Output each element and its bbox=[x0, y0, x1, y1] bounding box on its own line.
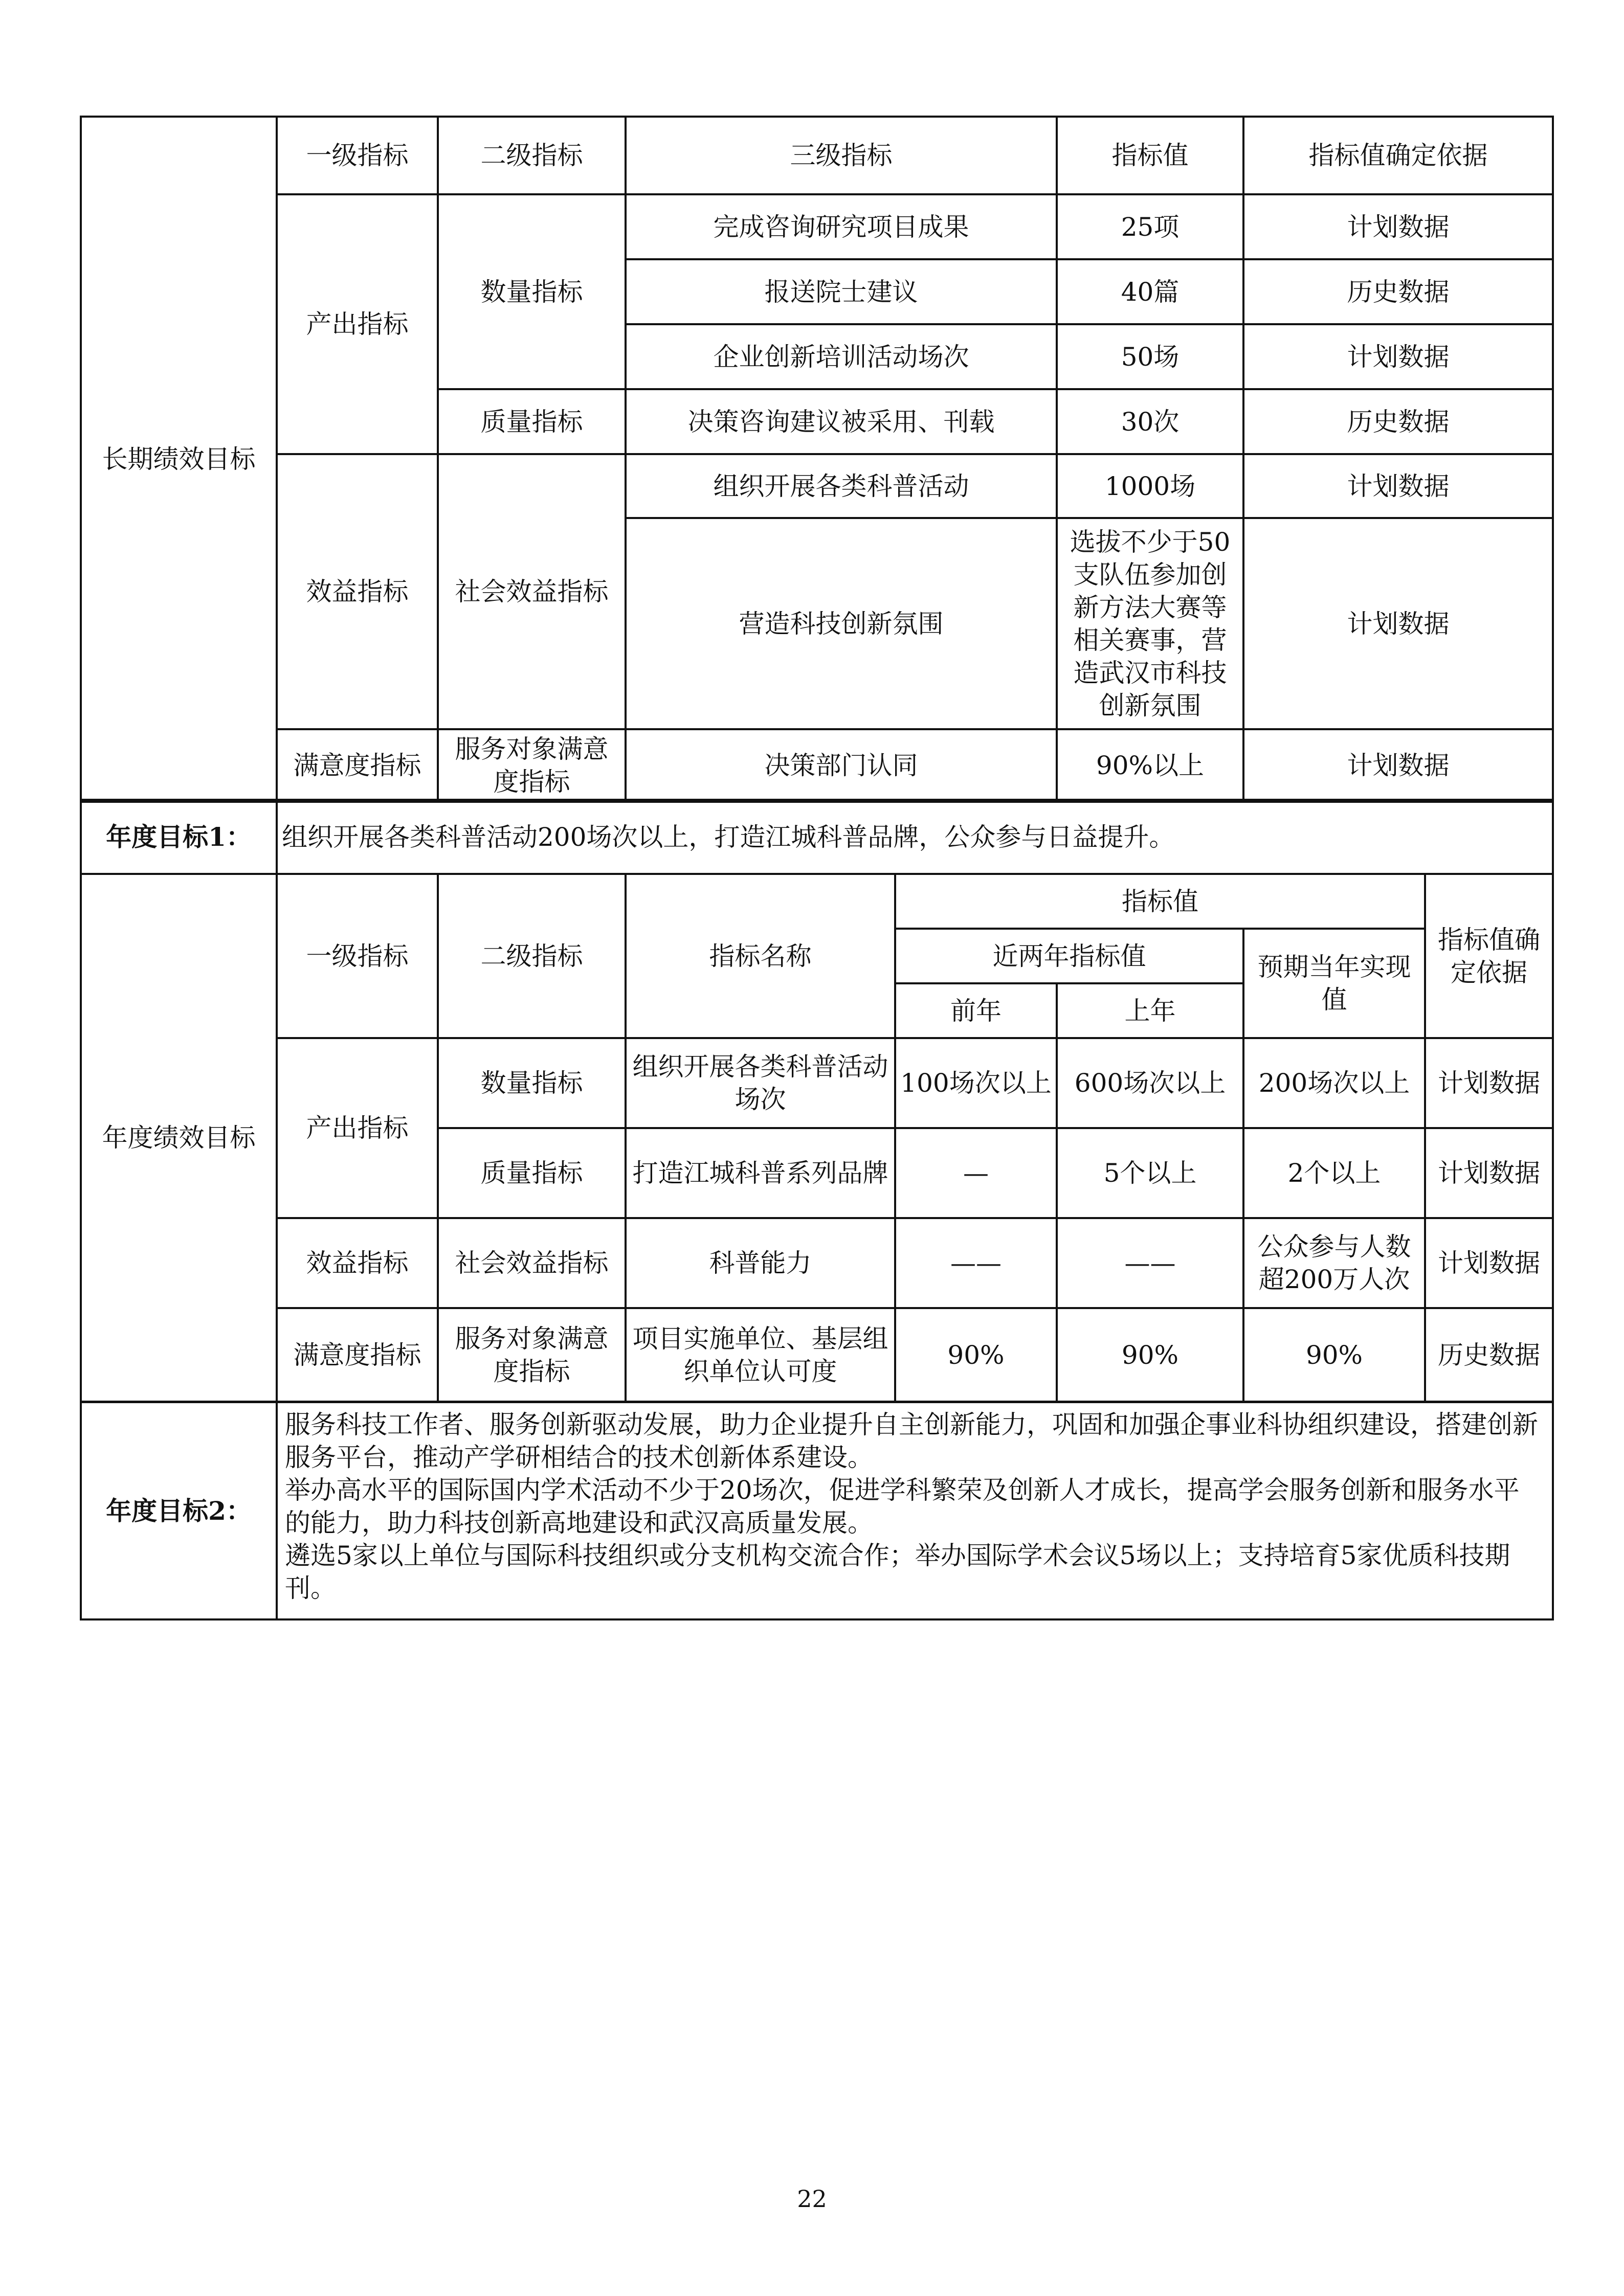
annual-goal-2-line: 举办高水平的国际国内学术活动不少于20场次，促进学科繁荣及创新人才成长，提高学会服务创新和服务水平的能力，助力科技创新高地建设和武汉高质量发展。 bbox=[285, 1475, 1520, 1538]
indicator-value: 30次 bbox=[1057, 389, 1243, 454]
social-benefit-indicator: 社会效益指标 bbox=[438, 1218, 626, 1308]
indicator-name: 完成咨询研究项目成果 bbox=[626, 194, 1057, 259]
expected-value: 公众参与人数超200万人次 bbox=[1243, 1218, 1425, 1308]
expected-value: 2个以上 bbox=[1243, 1128, 1425, 1218]
indicator-basis: 计划数据 bbox=[1425, 1128, 1553, 1218]
indicator-name: 组织开展各类科普活动 bbox=[626, 454, 1057, 518]
long-term-section-label: 长期绩效目标 bbox=[81, 117, 277, 802]
indicator-name: 科普能力 bbox=[626, 1218, 895, 1308]
annual-goal-1-table bbox=[80, 799, 1554, 875]
indicator-name: 决策部门认同 bbox=[626, 729, 1057, 802]
last-value: 5个以上 bbox=[1057, 1128, 1243, 1218]
annual-goal-2-line: 服务科技工作者、服务创新驱动发展，助力企业提升自主创新能力，巩固和加强企事业科协组织建设，搭建创新服务平台，推动产学研相结合的技术创新体系建设。 bbox=[285, 1410, 1538, 1472]
social-benefit-indicator: 社会效益指标 bbox=[438, 454, 626, 729]
indicator-basis: 计划数据 bbox=[1243, 518, 1553, 729]
header-basis: 指标值确定依据 bbox=[1243, 117, 1553, 194]
expected-value: 200场次以上 bbox=[1243, 1038, 1425, 1128]
indicator-name: 企业创新培训活动场次 bbox=[626, 324, 1057, 389]
indicator-value: 90%以上 bbox=[1057, 729, 1243, 802]
last-value: 90% bbox=[1057, 1308, 1243, 1402]
page-number: 22 bbox=[797, 2185, 827, 2213]
service-satisfaction-indicator: 服务对象满意度指标 bbox=[438, 1308, 626, 1402]
indicator-name: 营造科技创新氛围 bbox=[626, 518, 1057, 729]
indicator-basis: 历史数据 bbox=[1425, 1308, 1553, 1402]
annual-table bbox=[80, 873, 1554, 1403]
indicator-value: 50场 bbox=[1057, 324, 1243, 389]
indicator-name: 组织开展各类科普活动场次 bbox=[626, 1038, 895, 1128]
annual-goal-1-label: 年度目标1： bbox=[81, 800, 277, 874]
indicator-basis: 历史数据 bbox=[1243, 259, 1553, 324]
satisfaction-indicator: 满意度指标 bbox=[277, 1308, 438, 1402]
service-satisfaction-indicator: 服务对象满意度指标 bbox=[438, 729, 626, 802]
prev-value: — bbox=[895, 1128, 1057, 1218]
annual-goal-2-label: 年度目标2： bbox=[81, 1402, 277, 1619]
indicator-name: 打造江城科普系列品牌 bbox=[626, 1128, 895, 1218]
indicator-name: 决策咨询建议被采用、刊载 bbox=[626, 389, 1057, 454]
indicator-value: 1000场 bbox=[1057, 454, 1243, 518]
annual-goal-2-text bbox=[277, 1402, 1553, 1619]
indicator-name: 项目实施单位、基层组织单位认可度 bbox=[626, 1308, 895, 1402]
benefit-indicator: 效益指标 bbox=[277, 1218, 438, 1308]
header-level1: 一级指标 bbox=[277, 117, 438, 194]
header-level2: 二级指标 bbox=[438, 874, 626, 1038]
prev-value: —— bbox=[895, 1218, 1057, 1308]
indicator-value: 选拔不少于50支队伍参加创新方法大赛等相关赛事，营造武汉市科技创新氛围 bbox=[1057, 518, 1243, 729]
indicator-basis: 历史数据 bbox=[1243, 389, 1553, 454]
indicator-basis: 计划数据 bbox=[1243, 729, 1553, 802]
indicator-value: 40篇 bbox=[1057, 259, 1243, 324]
output-indicator: 产出指标 bbox=[277, 1038, 438, 1218]
header-basis: 指标值确定依据 bbox=[1425, 874, 1553, 1038]
header-prev-year: 前年 bbox=[895, 983, 1057, 1038]
indicator-basis: 计划数据 bbox=[1425, 1218, 1553, 1308]
satisfaction-indicator: 满意度指标 bbox=[277, 729, 438, 802]
indicator-basis: 计划数据 bbox=[1243, 324, 1553, 389]
header-recent-years: 近两年指标值 bbox=[895, 929, 1243, 983]
indicator-value: 25项 bbox=[1057, 194, 1243, 259]
quality-indicator: 质量指标 bbox=[438, 1128, 626, 1218]
last-value: —— bbox=[1057, 1218, 1243, 1308]
annual-goal-2-table bbox=[80, 1401, 1554, 1620]
annual-goal-2-line: 遴选5家以上单位与国际科技组织或分支机构交流合作；举办国际学术会议5场以上；支持培育5家优质科技期刊。 bbox=[285, 1541, 1510, 1603]
long-term-table bbox=[80, 116, 1554, 803]
quantity-indicator: 数量指标 bbox=[438, 1038, 626, 1128]
benefit-indicator: 效益指标 bbox=[277, 454, 438, 729]
indicator-basis: 计划数据 bbox=[1425, 1038, 1553, 1128]
header-expected: 预期当年实现值 bbox=[1243, 929, 1425, 1038]
quality-indicator: 质量指标 bbox=[438, 389, 626, 454]
header-level1: 一级指标 bbox=[277, 874, 438, 1038]
annual-goal-1-text: 组织开展各类科普活动200场次以上，打造江城科普品牌，公众参与日益提升。 bbox=[277, 800, 1553, 874]
last-value: 600场次以上 bbox=[1057, 1038, 1243, 1128]
expected-value: 90% bbox=[1243, 1308, 1425, 1402]
indicator-basis: 计划数据 bbox=[1243, 454, 1553, 518]
prev-value: 100场次以上 bbox=[895, 1038, 1057, 1128]
quantity-indicator: 数量指标 bbox=[438, 194, 626, 389]
indicator-name: 报送院士建议 bbox=[626, 259, 1057, 324]
output-indicator: 产出指标 bbox=[277, 194, 438, 454]
header-indicator-value: 指标值 bbox=[895, 874, 1425, 929]
indicator-basis: 计划数据 bbox=[1243, 194, 1553, 259]
header-level3: 三级指标 bbox=[626, 117, 1057, 194]
annual-section-label: 年度绩效目标 bbox=[81, 874, 277, 1402]
header-last-year: 上年 bbox=[1057, 983, 1243, 1038]
prev-value: 90% bbox=[895, 1308, 1057, 1402]
header-level2: 二级指标 bbox=[438, 117, 626, 194]
header-value: 指标值 bbox=[1057, 117, 1243, 194]
header-indicator-name: 指标名称 bbox=[626, 874, 895, 1038]
